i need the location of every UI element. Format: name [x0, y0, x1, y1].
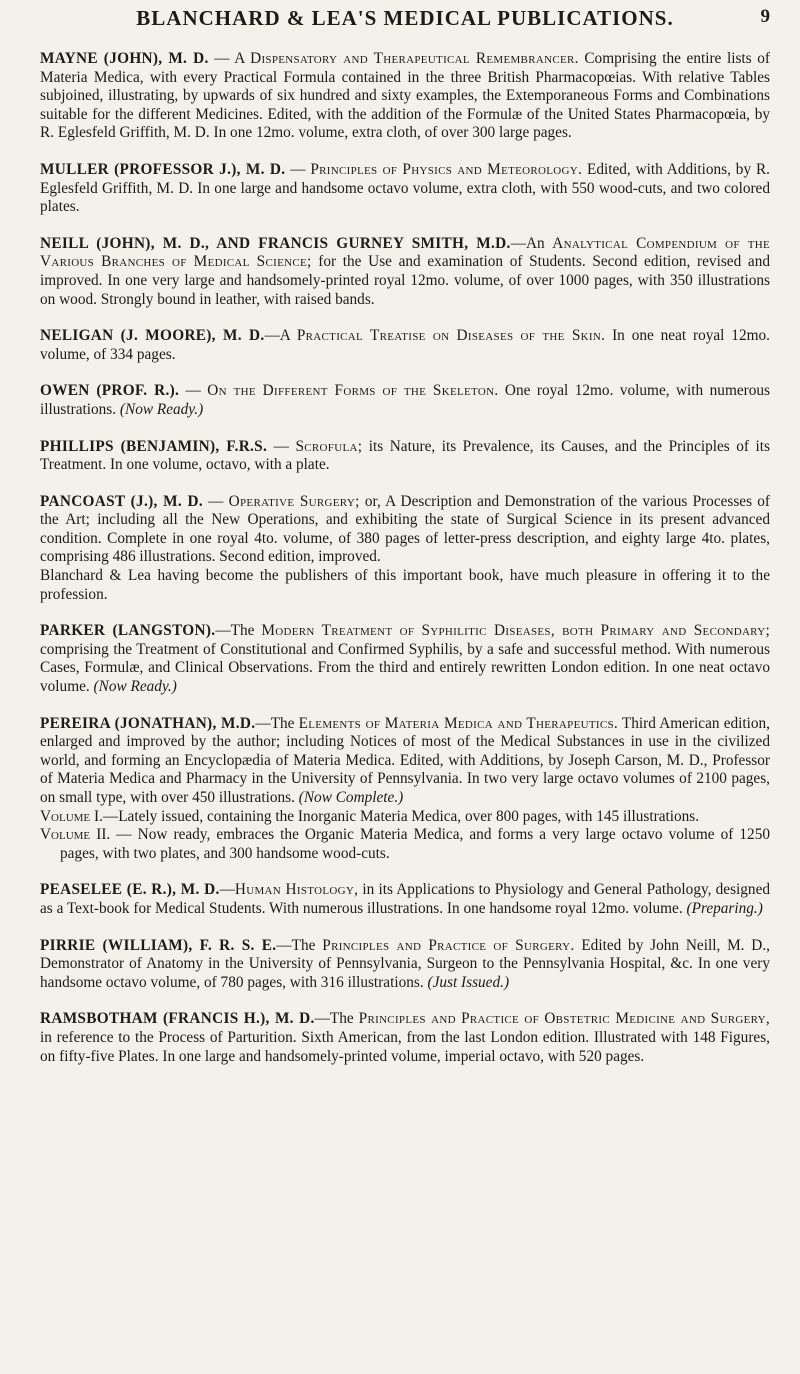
- entry-author: PHILLIPS (BENJAMIN), F.R.S.: [40, 437, 268, 455]
- entry-separator: —The: [314, 1010, 359, 1028]
- volume-text: II. — Now ready, embraces the Organic Materia Medica, and forms a very large octavo volume of 1250 pages, with two plates, and 300 handsome wood-cuts.: [60, 826, 770, 862]
- entry-title: Operative Surgery;: [228, 492, 360, 510]
- entry-status-note: (Now Complete.): [298, 789, 404, 806]
- entry-title: Human Histology,: [234, 881, 359, 899]
- catalogue-entry: [40, 937, 770, 993]
- entry-description: One royal 12mo. volume, with numerous illustrations.: [40, 382, 770, 418]
- volume-text: I.—Lately issued, containing the Inorganic Materia Medica, over 800 pages, with 145 illustrations.: [90, 807, 700, 825]
- entry-separator: —The: [255, 714, 299, 732]
- entry-title: Dispensatory and Therapeutical Remembrancer.: [250, 50, 579, 67]
- entry-title: Principles and Practice of Surgery.: [322, 936, 575, 954]
- catalogue-entry: [40, 327, 770, 364]
- running-title: BLANCHARD & LEA'S MEDICAL PUBLICATIONS.: [136, 6, 674, 30]
- entry-description: in its Applications to Physiology and General Pathology, designed as a Text-book for Medical Students. With numerous illustrations. In one handsome royal 12mo. volume.: [40, 881, 771, 917]
- entry-author: NELIGAN (J. MOORE), M. D.: [40, 327, 265, 345]
- catalogue-entry: [40, 161, 770, 217]
- catalogue-entry: [40, 622, 770, 696]
- entry-author: NEILL (JOHN), M. D., AND FRANCIS GURNEY SMITH, M.D.: [40, 234, 511, 252]
- catalogue-entry: [40, 715, 770, 864]
- entry-title: Principles of Physics and Meteorology.: [310, 160, 583, 178]
- publisher-notice: Blanchard & Lea having become the publishers of this important book, have much pleasure in offering it to the profession.: [40, 567, 770, 603]
- entry-author: PANCOAST (J.), M. D.: [40, 492, 203, 510]
- entry-separator: — A: [208, 50, 251, 67]
- catalogue-entry: [40, 382, 770, 419]
- entry-description: in reference to the Process of Parturition. Sixth American, from the last London edition. Illustrated with 148 Figures, on fifty-five Plates. In one large and handsomely-printed volume, imperial octavo, with 520 pages.: [40, 1028, 770, 1065]
- catalogue-entry: [40, 235, 770, 309]
- entry-author: PARKER (LANGSTON).: [40, 622, 216, 640]
- entry-author: MAYNE (JOHN), M. D.: [40, 50, 209, 67]
- entry-description: for the Use and examination of Students. Second edition, revised and improved. In one very large and handsomely-printed royal 12mo. volume, of over 1000 pages, with 350 illustrations on wood. Strongly bound in leather, with raised bands.: [40, 253, 770, 308]
- entry-separator: —The: [215, 622, 262, 640]
- entry-description: Third American edition, enlarged and improved by the author; including Notices of most of the Medical Substances in use in the civilized world, and forming an Encyclopædia of Materia Medica. Edited, with Additions, by Joseph Carson, M. D., Professor of Materia Medica and Pharmacy in the University of Pennsylvania. In two very large octavo volumes of 2100 pages, on small type, with over 450 illustrations.: [40, 714, 770, 806]
- entry-description: Edited by John Neill, M. D., Demonstrator of Anatomy in the University of Pennsylvania, Surgeon to the Pennsylvania Hospital, &c. In one very handsome octavo volume, of 780 pages, with 316 illustrations.: [40, 936, 771, 991]
- volume-label: Volume: [40, 807, 91, 825]
- entry-separator: —: [219, 881, 235, 899]
- entry-author: OWEN (PROF. R.).: [40, 382, 180, 400]
- entry-title: Practical Treatise on Diseases of the Skin.: [296, 327, 606, 345]
- volume-note: [40, 808, 770, 827]
- entry-author: PEREIRA (JONATHAN), M.D.: [40, 714, 256, 732]
- entry-status-note: (Just Issued.): [427, 973, 510, 991]
- entry-status-note: (Now Ready.): [93, 678, 177, 696]
- volume-note: [40, 826, 770, 863]
- entry-author: PIRRIE (WILLIAM), F. R. S. E.: [40, 936, 277, 954]
- entry-description: Edited, with Additions, by R. Eglesfeld Griffith, M. D. In one large and handsome octavo volume, extra cloth, with 550 wood-cuts, and two colored plates.: [40, 160, 770, 216]
- entry-title: On the Different Forms of the Skeleton.: [207, 382, 499, 400]
- entry-status-note: (Now Ready.): [119, 400, 204, 418]
- entry-separator: —An: [510, 234, 553, 252]
- entry-separator: —: [179, 382, 208, 400]
- entry-title: Elements of Materia Medica and Therapeutics.: [298, 714, 619, 732]
- entry-description: its Nature, its Prevalence, its Causes, and the Principles of its Treatment. In one volume, octavo, with a plate.: [40, 437, 770, 474]
- catalogue-entry: [40, 493, 770, 605]
- catalogue-entry: [40, 1010, 770, 1066]
- entry-separator: —: [202, 492, 229, 510]
- entry-author: PEASELEE (E. R.), M. D.: [40, 881, 220, 899]
- running-head: [40, 6, 770, 40]
- entry-separator: —: [267, 437, 296, 455]
- entry-description: comprising the Treatment of Constitutional and Confirmed Syphilis, by a safe and successful method. With numerous Cases, Formulæ, and Clinical Observations. From the third and entirely rewritten London edition. In one neat octavo volume.: [40, 640, 770, 696]
- entry-title: Scrofula;: [295, 437, 363, 455]
- entry-title: Analytical Compendium of the Various Branches of Medical Science;: [40, 234, 770, 271]
- entry-title: Modern Treatment of Syphilitic Diseases, both Primary and Secondary;: [261, 622, 771, 640]
- entry-author: MULLER (PROFESSOR J.), M. D.: [40, 160, 286, 178]
- entry-description: Comprising the entire lists of Materia Medica, with every Practical Formula contained in the three British Pharmacopœias. With relative Tables subjoined, illustrating, by upwards of six hundred and sixty examples, the Extemporaneous Forms and Combinations suitable for the different Medicines. Edited, with the addition of the Formulæ of the United States Pharmacopœia, by R. Eglesfeld Griffith, M. D. In one 12mo. volume, extra cloth, of over 300 large pages.: [40, 50, 770, 142]
- catalogue-entry: [40, 50, 770, 143]
- catalogue-entry: [40, 881, 770, 918]
- entry-description: In one neat royal 12mo. volume, of 334 pages.: [40, 327, 770, 363]
- entry-status-note: (Preparing.): [686, 899, 763, 917]
- entry-title: Principles and Practice of Obstetric Medicine and Surgery,: [358, 1010, 770, 1028]
- page-number: 9: [760, 6, 770, 27]
- entry-separator: —The: [276, 936, 323, 954]
- volume-label: Volume: [40, 826, 91, 844]
- catalogue-entry: [40, 438, 770, 475]
- entry-description: or, A Description and Demonstration of the various Processes of the Art; including all the New Operations, and exhibiting the state of Surgical Science in its present advanced condition. Complete in one royal 4to. volume, of 380 pages of letter-press description, and eighty large 4to. plates, comprising 486 illustrations. Second edition, improved.: [40, 492, 770, 566]
- entry-author: RAMSBOTHAM (FRANCIS H.), M. D.: [40, 1010, 315, 1028]
- entry-separator: —: [285, 160, 311, 178]
- entry-separator: —A: [264, 327, 297, 345]
